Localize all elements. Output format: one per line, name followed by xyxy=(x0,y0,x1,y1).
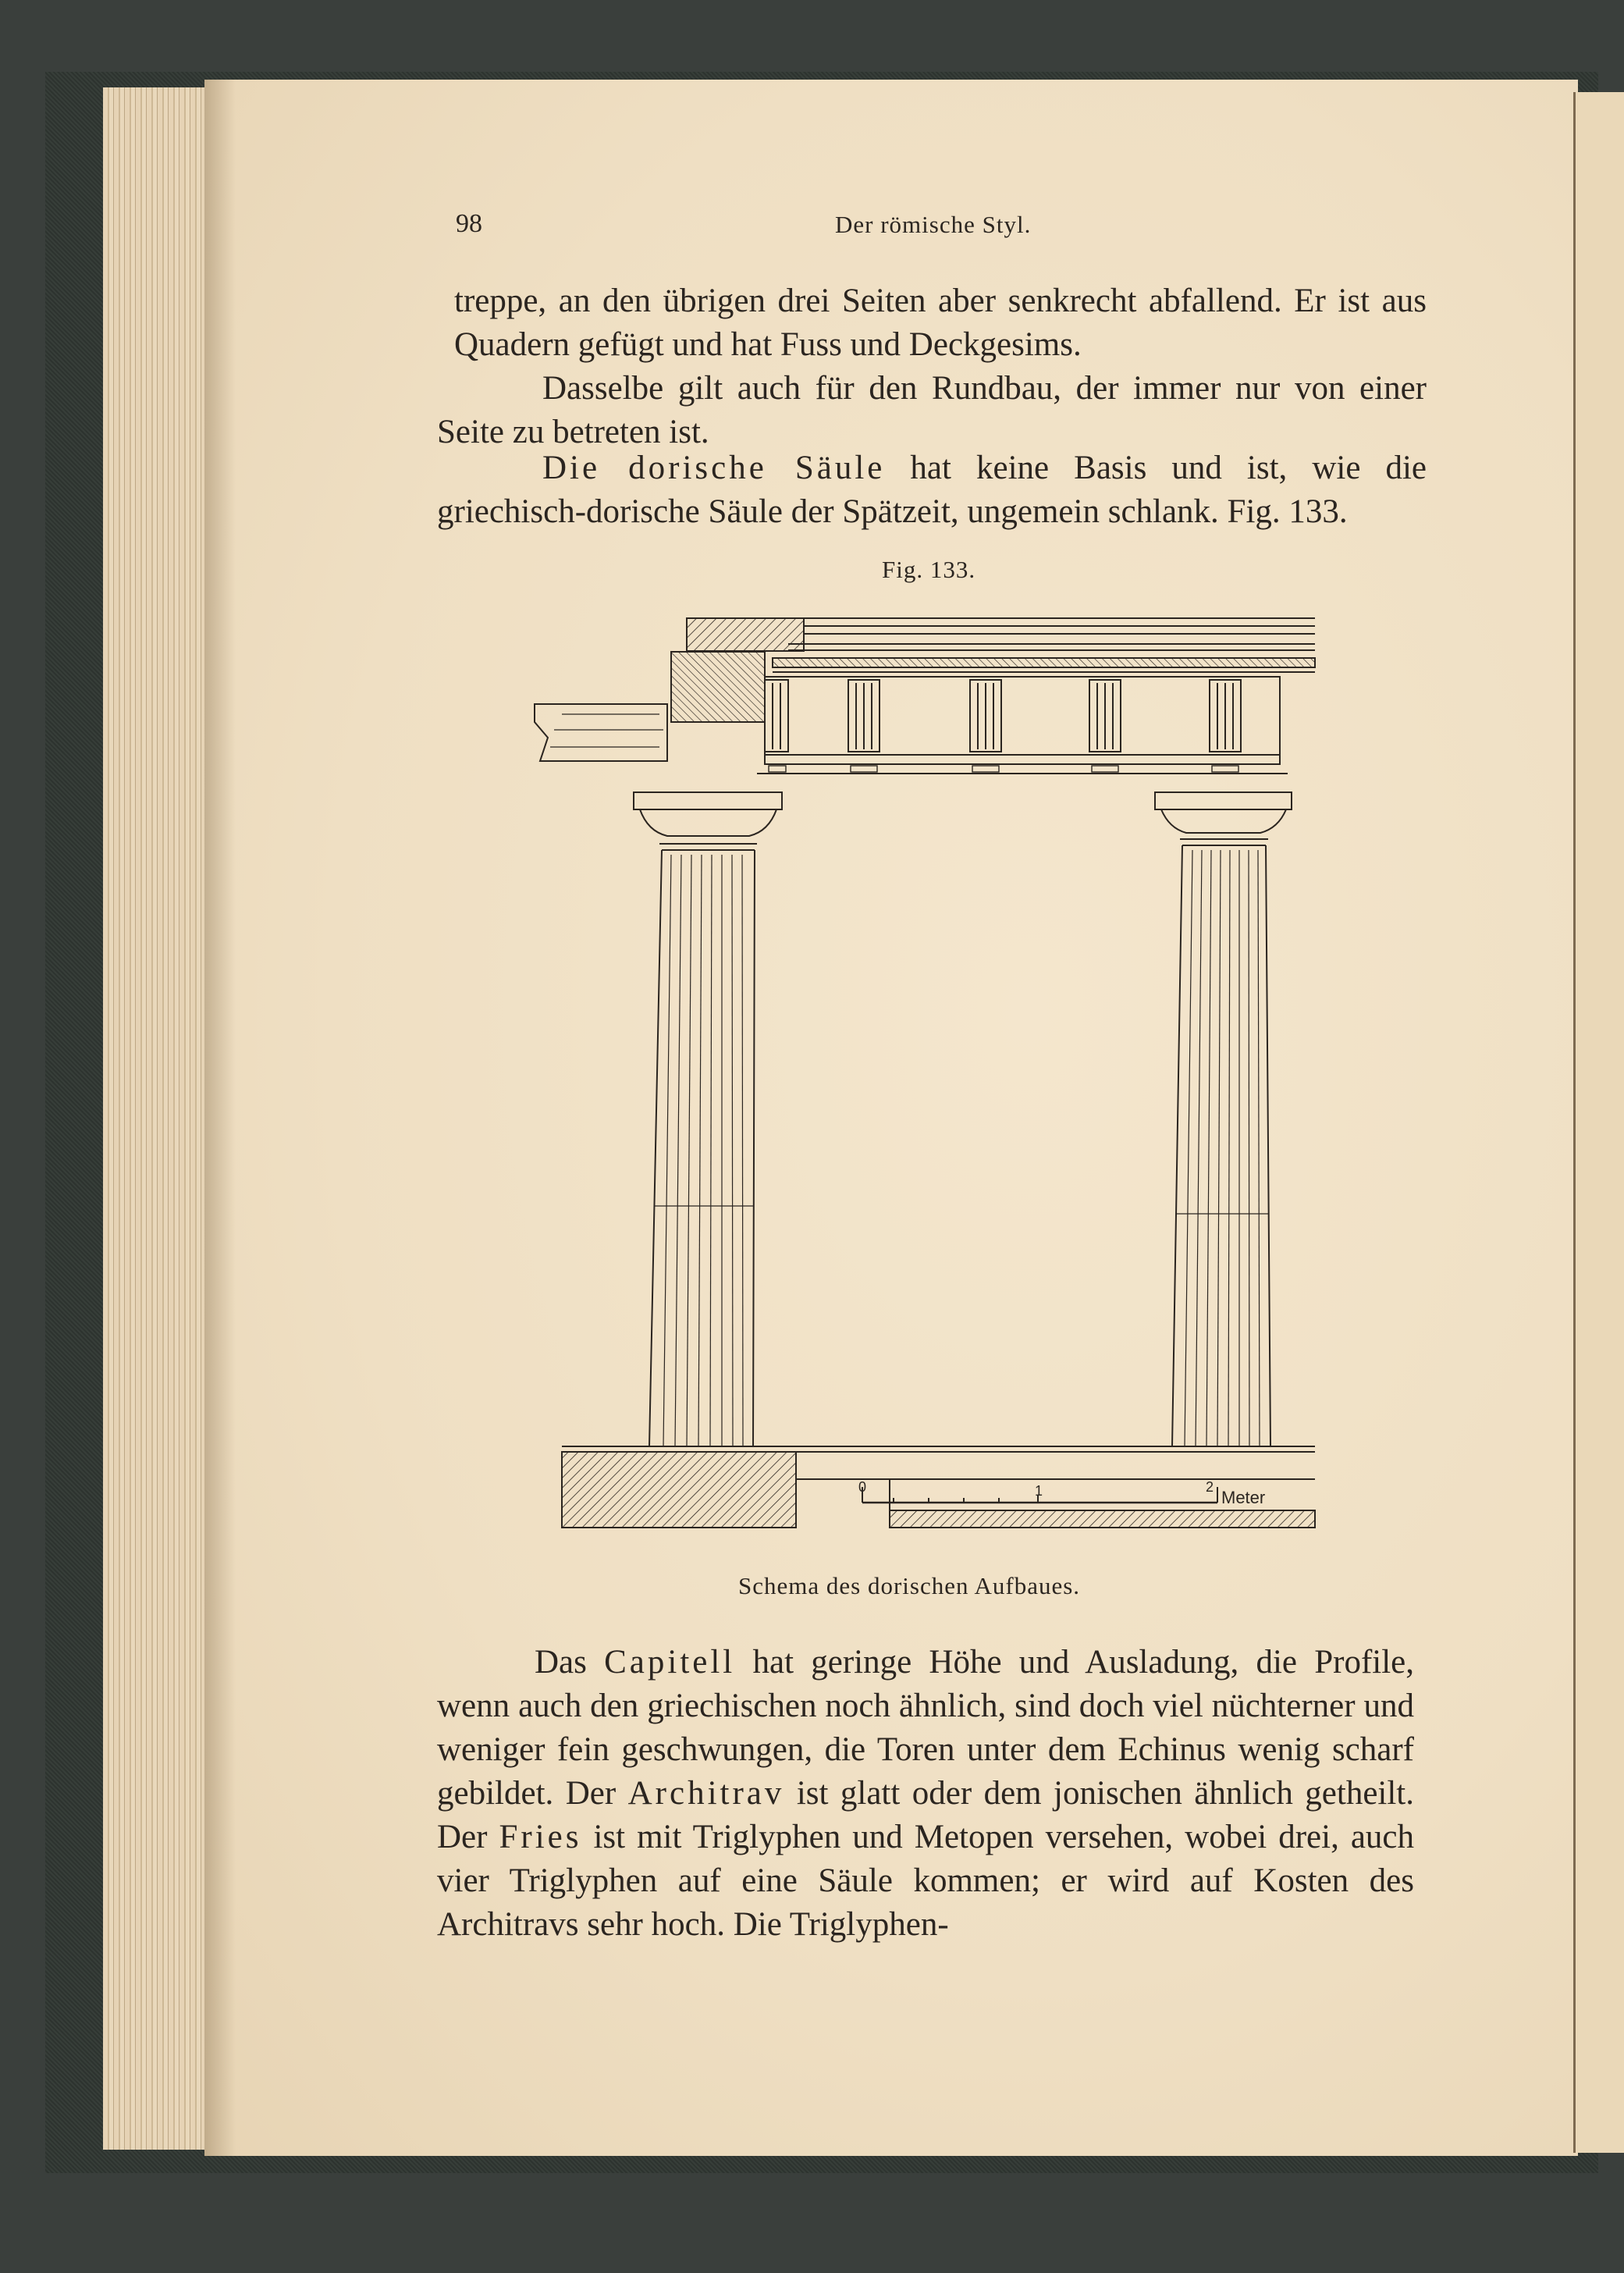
paragraph-4 xyxy=(437,1641,1414,1947)
spine-shadow xyxy=(204,80,236,2156)
paragraph-4-text-a: Das xyxy=(535,1644,605,1681)
figure-caption: Schema des dorischen Aufbaues. xyxy=(738,1572,1081,1599)
next-page-edge xyxy=(1573,92,1624,2153)
paragraph-1: treppe, an den übrigen drei Seiten aber senkrecht abfallend. Er ist aus Quadern gefügt und hat Fuss und Deckgesims. xyxy=(454,283,1427,363)
left-column xyxy=(649,850,755,1446)
page-number: 98 xyxy=(456,209,482,238)
doric-order-figure xyxy=(531,605,1327,1565)
spaced-term-architrav: Architrav xyxy=(627,1775,785,1812)
page-edges xyxy=(103,87,212,2150)
architrave xyxy=(765,755,1280,764)
right-column xyxy=(1172,845,1270,1446)
running-head: Der römische Styl. xyxy=(835,211,1032,238)
triglyph-2 xyxy=(848,680,880,752)
figure-label: Fig. 133. xyxy=(882,556,976,583)
stylobate-section xyxy=(562,1452,796,1528)
scale-tick-2: 2 xyxy=(1206,1479,1214,1495)
paragraph-4-text-c: hat geringe Höhe und Ausladung, die Profile, wenn auch den griechischen noch ähnlich, sind doch viel nüchterner und weniger fein geschwungen, die Toren unter dem Echinus wenig scharf gebildet. Der xyxy=(437,1644,1414,1812)
cornice-section xyxy=(687,618,804,651)
paragraph-3 xyxy=(437,446,1427,534)
paragraph-2: Dasselbe gilt auch für den Rundbau, der immer nur von einer Seite zu betreten ist. xyxy=(437,370,1427,450)
scale-tick-1: 1 xyxy=(1035,1483,1043,1499)
spaced-term-fries: Fries xyxy=(499,1819,582,1855)
frieze xyxy=(765,677,1280,755)
paragraph-4-text-e: ist glatt oder dem jonischen ähnlich getheilt. Der xyxy=(437,1775,1414,1855)
paragraph-3-text: hat keine Basis und ist, wie die griechisch-dorische Säule der Spätzeit, ungemein schlank. Fig. 133. xyxy=(437,450,1427,530)
spaced-term: Die dorische Säule xyxy=(542,450,886,486)
right-capital-abacus xyxy=(1155,792,1292,809)
triglyph-5 xyxy=(1210,680,1241,752)
paragraph-4-text-g: ist mit Triglyphen und Metopen versehen, wobei drei, auch vier Triglyphen auf eine Säule kommen; er wird auf Kosten des Architravs sehr hoch. Die Triglyphen- xyxy=(437,1819,1414,1943)
left-capital-abacus xyxy=(634,792,782,809)
scale-unit-label: Meter xyxy=(1221,1488,1266,1507)
triglyph-1 xyxy=(765,680,788,752)
spaced-term-capitell: Capitell xyxy=(604,1644,736,1681)
triglyph-3 xyxy=(970,680,1001,752)
triglyph-4 xyxy=(1089,680,1121,752)
scale-tick-0: 0 xyxy=(858,1479,867,1495)
